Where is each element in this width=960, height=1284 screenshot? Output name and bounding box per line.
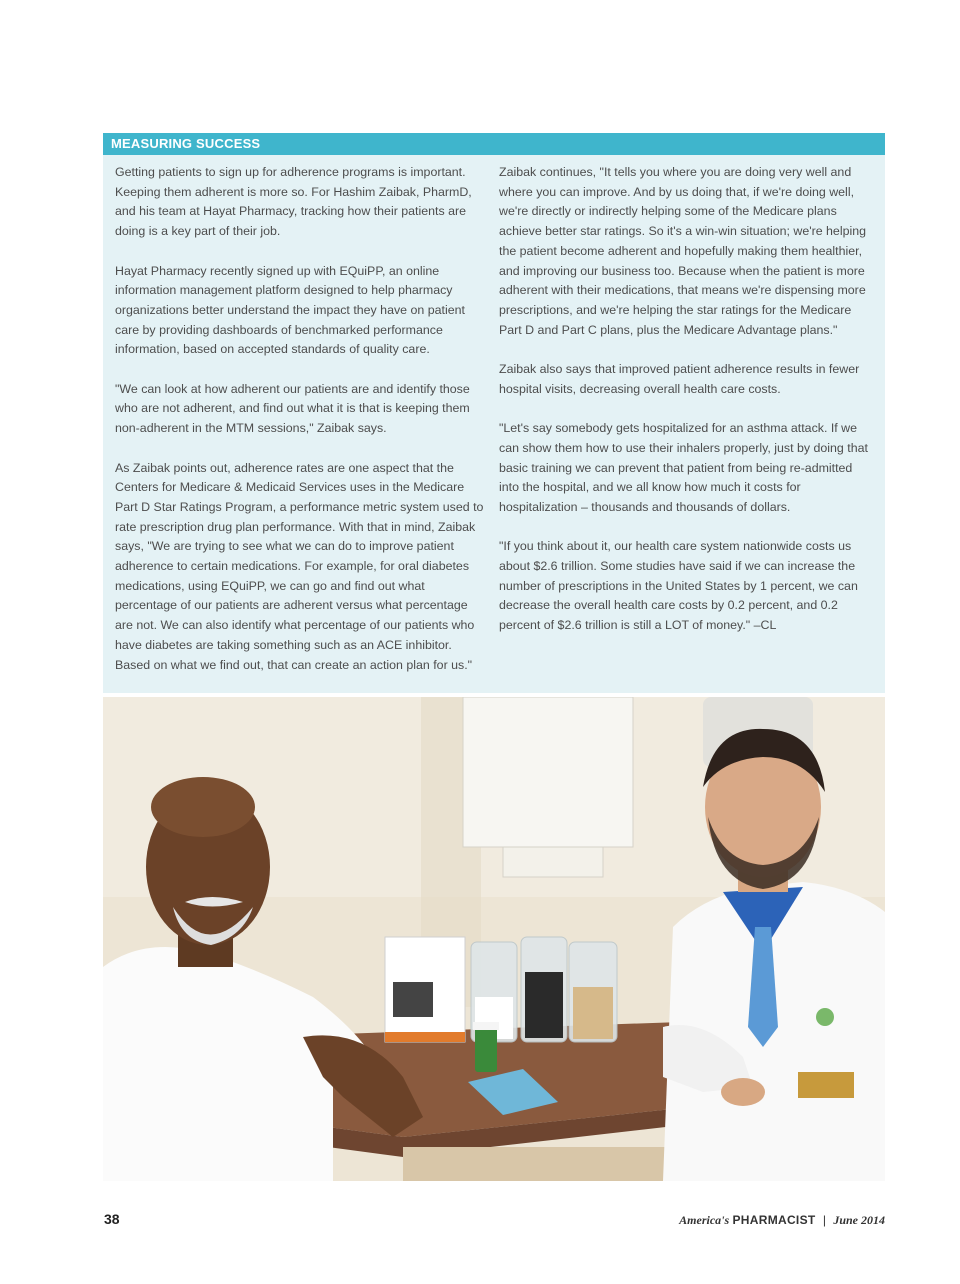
right-column bbox=[499, 163, 873, 695]
issue-date: June 2014 bbox=[833, 1213, 885, 1227]
photo-illustration bbox=[103, 697, 885, 1181]
paragraph: Getting patients to sign up for adherence programs is important. Keeping them adherent is more so. For Hashim Zaibak, PharmD, and his team at Hayat Pharmacy, tracking how their patients are doing is a key part of their job. bbox=[115, 165, 472, 239]
paragraph: "If you think about it, our health care system nationwide costs us about $2.6 trillion. Some studies have said if we can increase the number of prescriptions in the United States by 1 percent, we can decrease the overall health care costs by 0.2 percent, and 0.2 percent of $2.6 trillion is still a LOT of money." –CL bbox=[499, 539, 858, 633]
paragraph: Zaibak also says that improved patient adherence results in fewer hospital visits, decreasing overall health care costs. bbox=[499, 362, 860, 396]
paragraph: "Let's say somebody gets hospitalized for an asthma attack. If we can show them how to use their inhalers properly, just by doing that basic training we can prevent that patient from being re-admitted into the hospital, and we all know how much it costs for hospitalization – thousands and thousands of dollars. bbox=[499, 421, 868, 514]
paragraph: Zaibak continues, "It tells you where you are doing very well and where you can improve. And by us doing that, if we're doing well, we're directly or indirectly helping some of the Medicare plans achieve better star ratings. So it's a win-win situation; we're helping the patient become adherent and hopefully making them healthier, and improving our business too. Because when the patient is more adherent with their medications, that means we're dispensing more prescriptions, and we're helping the star ratings for the Medicare Part D and Part C plans, plus the Medicare Advantage plans." bbox=[499, 165, 866, 337]
paragraph: "We can look at how adherent our patients are and identify those who are not adherent, and find out what it is that is keeping them non-adherent in the MTM sessions," Zaibak says. bbox=[115, 381, 470, 436]
paragraph: As Zaibak points out, adherence rates are one aspect that the Centers for Medicare & Medicaid Services uses in the Medicare Part D Star Ratings Program, a performance metric system used to rate prescription drug plan performance. With that in mind, Zaibak says, "We are trying to see what we can do to improve patient adherence to certain medications. For example, for oral diabetes medications, using EQuiPP, we can go and find out what percentage of our patients are adherent versus what percentage are not. We can also identify what percentage of our patients who have diabetes are taking something such as an ACE inhibitor. Based on what we find out, that can create an action plan for us." bbox=[115, 460, 484, 672]
publication-name-bold: PHARMACIST bbox=[732, 1213, 816, 1227]
sidebar-box bbox=[103, 133, 885, 693]
sidebar-heading: MEASURING SUCCESS bbox=[103, 133, 885, 155]
paragraph: Hayat Pharmacy recently signed up with EQuiPP, an online information management platform designed to help pharmacy organizations better understand the impact they have on patient care by providing dashboards of benchmarked performance information, based on accepted standards of quality care. bbox=[115, 263, 465, 357]
pharmacy-photo bbox=[103, 697, 885, 1181]
footer-separator: | bbox=[822, 1213, 826, 1227]
left-column bbox=[115, 163, 489, 695]
publication-name-italic: America's bbox=[679, 1213, 730, 1227]
sidebar-columns bbox=[115, 163, 873, 695]
page-number: 38 bbox=[104, 1211, 120, 1227]
publication-footer bbox=[679, 1213, 885, 1228]
